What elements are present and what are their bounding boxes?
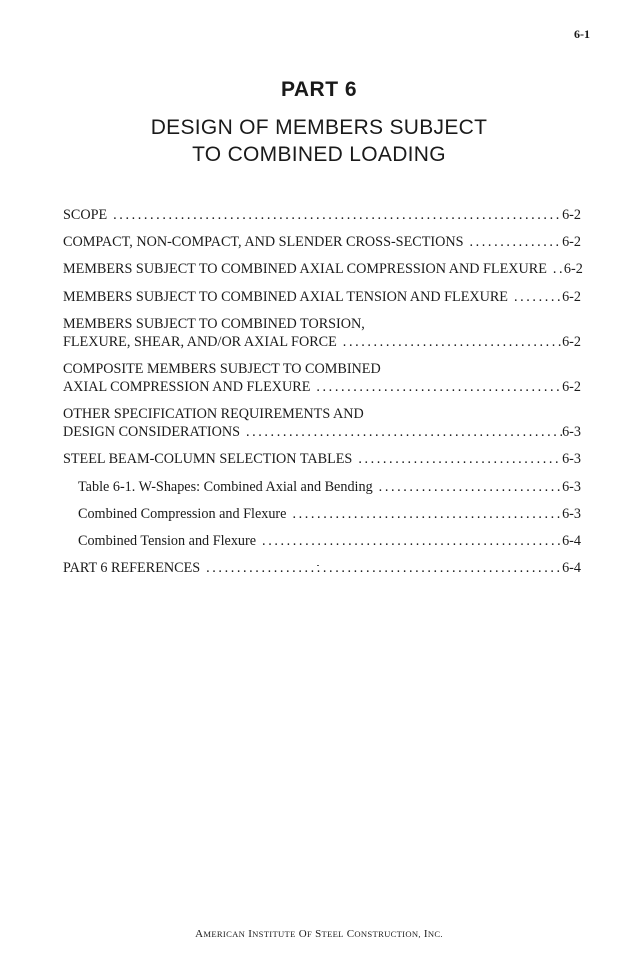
- toc-entry-label: SCOPE: [63, 207, 108, 223]
- toc-page-ref: 6-2: [562, 288, 581, 305]
- toc-page-ref: 6-3: [562, 478, 581, 495]
- page-number: 6-1: [574, 27, 590, 41]
- dot-leader: [547, 260, 564, 278]
- toc-page-ref: 6-2: [562, 378, 581, 395]
- toc-entry-label: STEEL BEAM-COLUMN SELECTION TABLES: [63, 451, 353, 468]
- toc-entry-label: MEMBERS SUBJECT TO COMBINED AXIAL TENSION AND FLEXURE: [63, 288, 508, 305]
- toc-page-ref: 6-4: [562, 532, 581, 549]
- publisher-footer: AMERICAN INSTITUTE OF STEEL CONSTRUCTION, INC.: [195, 928, 443, 940]
- toc-entry-label: Combined Tension and Flexure: [78, 532, 257, 549]
- toc-page-ref: 6-2: [562, 207, 581, 223]
- dot-leader: [286, 505, 562, 523]
- toc-entry-torsion[interactable]: [63, 315, 581, 351]
- dot-leader: [337, 333, 562, 351]
- toc-page-ref: 6-2: [562, 234, 581, 251]
- toc-entry-references[interactable]: [63, 559, 581, 577]
- toc-entry-label: AXIAL COMPRESSION AND FLEXURE: [63, 378, 311, 395]
- toc-entry-label: PART 6 REFERENCES: [63, 560, 201, 577]
- toc-entry-selection-tables[interactable]: [63, 450, 581, 468]
- part-title: PART 6: [280, 78, 358, 101]
- toc-entry-label: OTHER SPECIFICATION REQUIREMENTS AND: [63, 406, 364, 423]
- toc-entry-label: COMPACT, NON-COMPACT, AND SLENDER CROSS-SECTIONS: [63, 234, 464, 251]
- toc-entry-label: MEMBERS SUBJECT TO COMBINED TORSION,: [63, 315, 365, 332]
- toc-entry-other-requirements[interactable]: [63, 405, 581, 441]
- toc-entry-label: Combined Compression and Flexure: [78, 505, 287, 522]
- toc-entry-tension-flexure[interactable]: [63, 532, 581, 550]
- chapter-subtitle: [0, 114, 638, 168]
- dot-leader: [352, 450, 562, 468]
- subtitle-line: TO COMBINED LOADING: [192, 143, 446, 166]
- dot-leader: [373, 478, 562, 496]
- dot-leader: [200, 559, 562, 577]
- dot-leader: [256, 532, 562, 550]
- table-of-contents: [63, 206, 581, 586]
- toc-entry-compression-flexure[interactable]: [63, 505, 581, 523]
- toc-entry-cross-sections[interactable]: [63, 233, 581, 251]
- toc-entry-scope[interactable]: [63, 206, 581, 224]
- dot-leader: [310, 378, 562, 396]
- toc-entry-composite-members[interactable]: [63, 360, 581, 396]
- dot-leader: [508, 288, 562, 306]
- scan-speck: [317, 565, 319, 566]
- toc-entry-label: COMPOSITE MEMBERS SUBJECT TO COMBINED: [63, 360, 381, 377]
- toc-entry-label: MEMBERS SUBJECT TO COMBINED AXIAL COMPRESSION AND FLEXURE: [63, 261, 547, 278]
- toc-page-ref: 6-2: [563, 261, 583, 278]
- toc-entry-label: DESIGN CONSIDERATIONS: [63, 424, 240, 441]
- toc-page-ref: 6-2: [562, 333, 581, 350]
- dot-leader: [463, 233, 562, 251]
- toc-entry-label: Table 6-1. W-Shapes: Combined Axial and Bending: [78, 478, 373, 495]
- toc-page-ref: 6-3: [562, 424, 581, 441]
- toc-entry-axial-compression-flexure[interactable]: [63, 260, 581, 278]
- toc-entry-table-6-1[interactable]: [63, 478, 581, 496]
- dot-leader: [107, 206, 562, 224]
- toc-entry-label: FLEXURE, SHEAR, AND/OR AXIAL FORCE: [63, 333, 337, 350]
- dot-leader: [240, 423, 562, 441]
- toc-page-ref: 6-3: [562, 451, 581, 468]
- toc-page-ref: 6-3: [562, 505, 581, 522]
- toc-entry-axial-tension-flexure[interactable]: [63, 288, 581, 306]
- toc-page-ref: 6-4: [562, 560, 581, 577]
- subtitle-line: DESIGN OF MEMBERS SUBJECT: [150, 116, 488, 139]
